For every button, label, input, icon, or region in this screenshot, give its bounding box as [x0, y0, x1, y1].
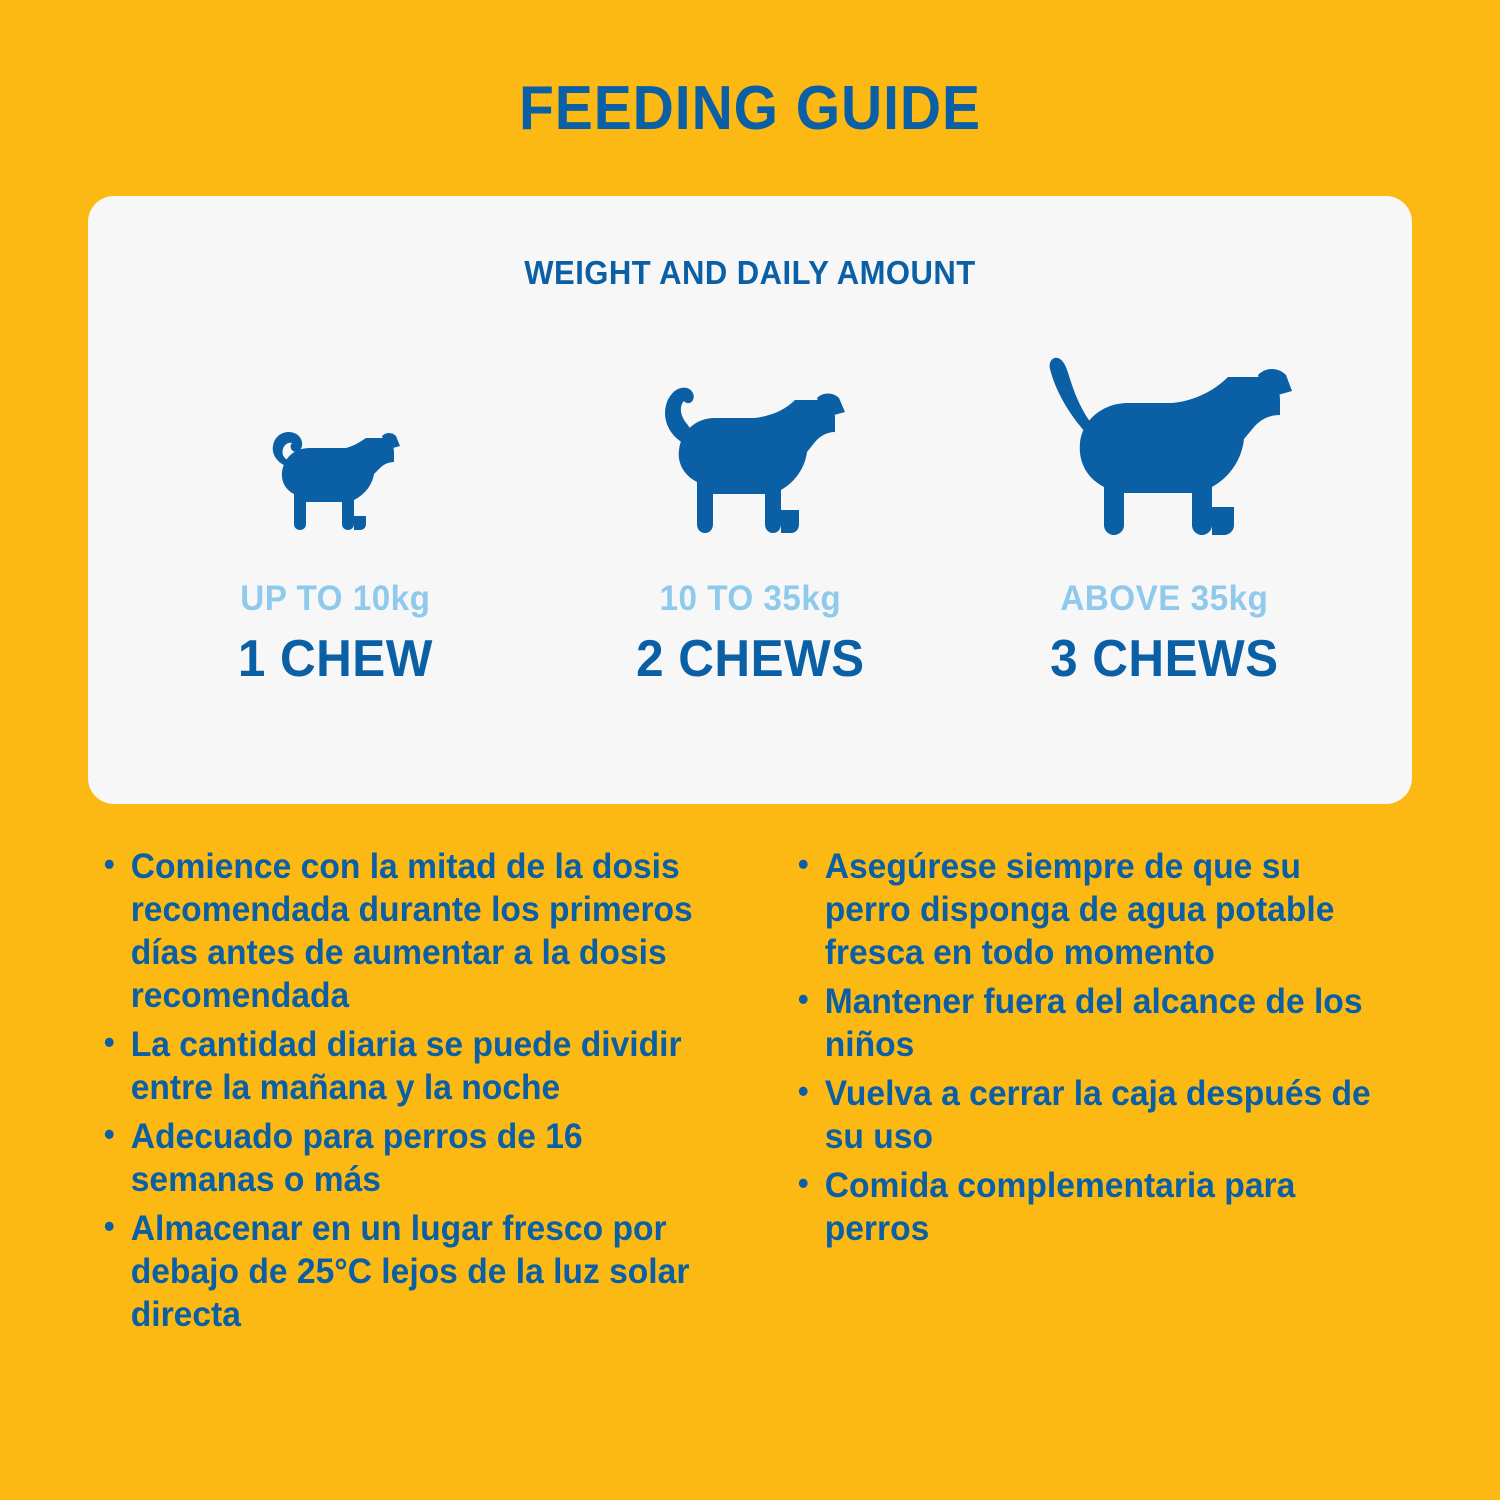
- large-dog-cell: [957, 326, 1372, 546]
- small-dog-cell: [128, 326, 543, 546]
- list-item: • La cantidad diaria se puede dividir entre la mañana y la noche: [100, 1023, 701, 1109]
- card-subtitle: WEIGHT AND DAILY AMOUNT: [524, 254, 976, 291]
- medium-dog-icon: [643, 366, 858, 546]
- amount-label: 1 CHEW: [237, 629, 433, 688]
- dog-icons-row: [88, 326, 1412, 546]
- notes-section: [100, 845, 1420, 1343]
- weight-amount-card: [88, 196, 1412, 804]
- amount-label: 2 CHEWS: [635, 629, 865, 688]
- small-dog-icon: [250, 396, 420, 546]
- medium-dog-cell: [543, 326, 958, 546]
- list-item: • Vuelva a cerrar la caja después de su uso: [794, 1072, 1395, 1158]
- weight-label: 10 TO 35kg: [659, 579, 841, 618]
- list-item: • Adecuado para perros de 16 semanas o más: [100, 1115, 701, 1201]
- entry-large: [957, 580, 1372, 688]
- list-item: • Asegúrese siempre de que su perro disponga de agua potable fresca en todo momento: [794, 845, 1395, 974]
- entry-small: [128, 580, 543, 688]
- notes-right-column: [794, 845, 1420, 1343]
- list-item: • Comience con la mitad de la dosis recomendada durante los primeros días antes de aumentar a la dosis recomendada: [100, 845, 701, 1017]
- list-item: • Almacenar en un lugar fresco por debajo de 25°C lejos de la luz solar directa: [100, 1207, 701, 1336]
- amount-label: 3 CHEWS: [1050, 629, 1279, 688]
- notes-left-column: [100, 845, 726, 1343]
- weight-label: UP TO 10kg: [240, 579, 431, 618]
- weight-amount-labels-row: [88, 580, 1412, 688]
- entry-medium: [543, 580, 958, 688]
- page-title: FEEDING GUIDE: [518, 74, 981, 143]
- large-dog-icon: [1032, 341, 1297, 546]
- weight-label: ABOVE 35kg: [1060, 579, 1269, 618]
- list-item: • Mantener fuera del alcance de los niños: [794, 980, 1395, 1066]
- list-item: • Comida complementaria para perros: [794, 1164, 1395, 1250]
